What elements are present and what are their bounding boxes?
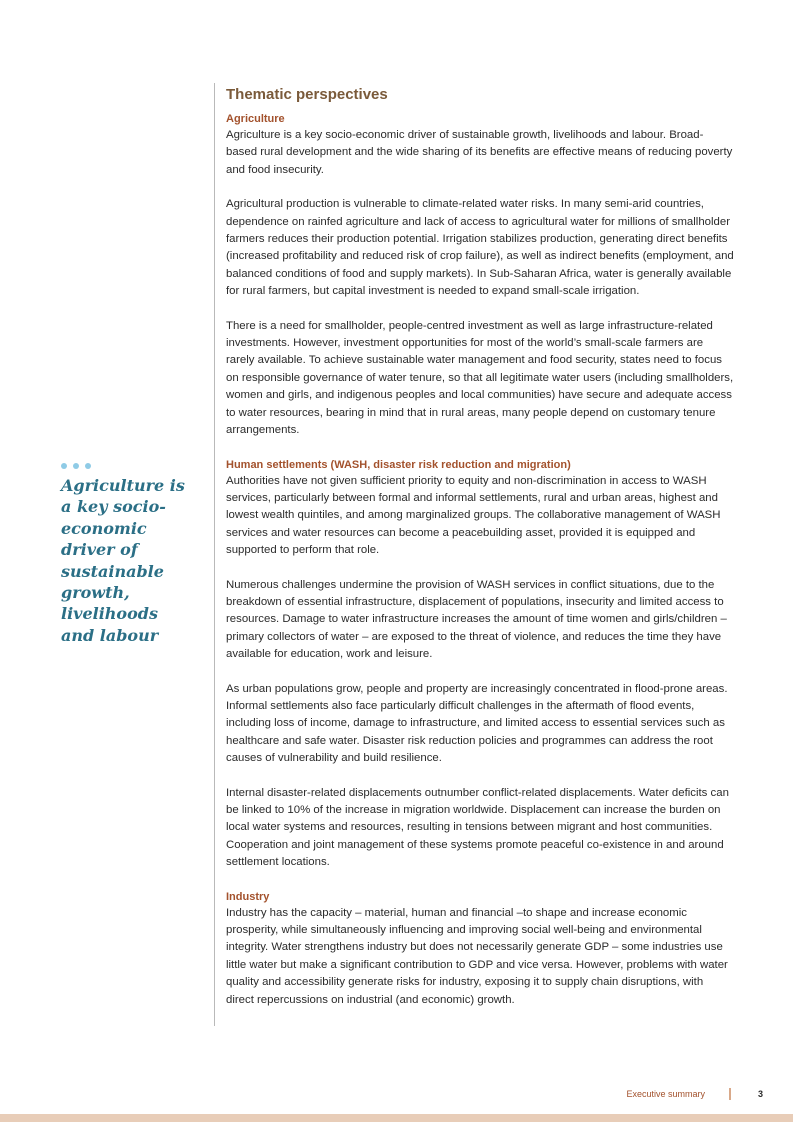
section-heading: Industry bbox=[226, 890, 270, 903]
paragraph: Agricultural production is vulnerable to climate-related water risks. In many semi-arid countries, dependence on rainfed agriculture and lack of access to agricultural water for millions of smallholder farmers reduces their production potential. Irrigation stabilizes production, generating direct benefits (increased profitability and reduced risk of crop failure), as well as indirect benefits (employment, and balanced conditions of food and supply markets). In Sub-Saharan Africa, water is generally available for rural farmers, but capital investment is needed to expand small-scale irrigation. bbox=[226, 198, 734, 298]
page-footer bbox=[0, 1089, 793, 1103]
section-industry bbox=[226, 889, 734, 1009]
pull-quote: Agriculture is a key socio-economic driver of sustainable growth, livelihoods and labour bbox=[61, 476, 185, 645]
paragraph: Industry has the capacity – material, human and financial –to shape and increase economic prosperity, while simultaneously influencing and improving social well-being and environmental integrity. Water strengthens industry but does not necessarily generate GDP – some industries use little water but make a significant contribution to GDP and vice versa. However, problems with water quality and accessibility generate risks for industry, exposing it to supply chain disruptions, with direct repercussions on industrial (and economic) growth. bbox=[226, 906, 728, 1006]
ellipsis-dots-icon bbox=[61, 463, 191, 469]
paragraph: There is a need for smallholder, people-centred investment as well as large infrastructure-related investments. However, investment opportunities for most of the world’s small-scale farmers are rarely available. To achieve sustainable water management and food security, states need to focus on responsible governance of water tenure, so that all legitimate water users (including smallholders, women and girls, and indigenous peoples and local communities) have secure and adequate access to water resources, bearing in mind that in rural areas, many people depend on customary tenure arrangements. bbox=[226, 319, 734, 437]
page-title: Thematic perspectives bbox=[226, 86, 388, 103]
main-content bbox=[226, 85, 734, 1026]
footer-separator bbox=[729, 1088, 731, 1100]
page-number: 3 bbox=[758, 1089, 764, 1099]
section-agriculture bbox=[226, 111, 734, 440]
section-human-settlements bbox=[226, 457, 734, 872]
dot-icon bbox=[85, 463, 91, 469]
paragraph: As urban populations grow, people and property are increasingly concentrated in flood-prone areas. Informal settlements also face particularly difficult challenges in the aftermath of flood events, including loss of income, damage to infrastructure, and limited access to essential services such as healthcare and safe water. Disaster risk reduction policies and programmes can address the root causes of vulnerability and build resilience. bbox=[226, 682, 728, 765]
section-heading: Human settlements (WASH, disaster risk reduction and migration) bbox=[226, 458, 571, 471]
dot-icon bbox=[73, 463, 79, 469]
dot-icon bbox=[61, 463, 67, 469]
vertical-divider bbox=[214, 83, 215, 1026]
section-heading: Agriculture bbox=[226, 113, 285, 125]
paragraph: Internal disaster-related displacements outnumber conflict-related displacements. Water deficits can be linked to 10% of the increase in migration worldwide. Displacement can increase the burden on local water systems and resources, resulting in tensions between migrant and host communities. Cooperation and joint management of these systems promote peaceful co-existence in and around settlement locations. bbox=[226, 786, 729, 869]
paragraph: Authorities have not given sufficient priority to equity and non-discrimination in access to WASH services, particularly between formal and informal settlements, rural and urban areas, highest and lowest wealth quintiles, and among marginalized groups. The collaborative management of WASH services and water resources can become a peacebuilding asset, provided it is equipped and supported to perform that role. bbox=[226, 474, 721, 557]
pull-quote-block bbox=[61, 463, 191, 646]
footer-label: Executive summary bbox=[626, 1089, 705, 1099]
paragraph: Numerous challenges undermine the provision of WASH services in conflict situations, due to the breakdown of essential infrastructure, displacement of populations, insecurity and limited access to resources. Damage to water infrastructure increases the amount of time women and girls/children – primary collectors of water – are exposed to the threat of violence, and reduces the time they have available for education, work and leisure. bbox=[226, 578, 727, 661]
bottom-color-band bbox=[0, 1114, 793, 1122]
paragraph: Agriculture is a key socio-economic driver of sustainable growth, livelihoods and labour. Broad-based rural development and the wide sharing of its benefits are effective means of reducing poverty and food insecurity. bbox=[226, 129, 733, 176]
